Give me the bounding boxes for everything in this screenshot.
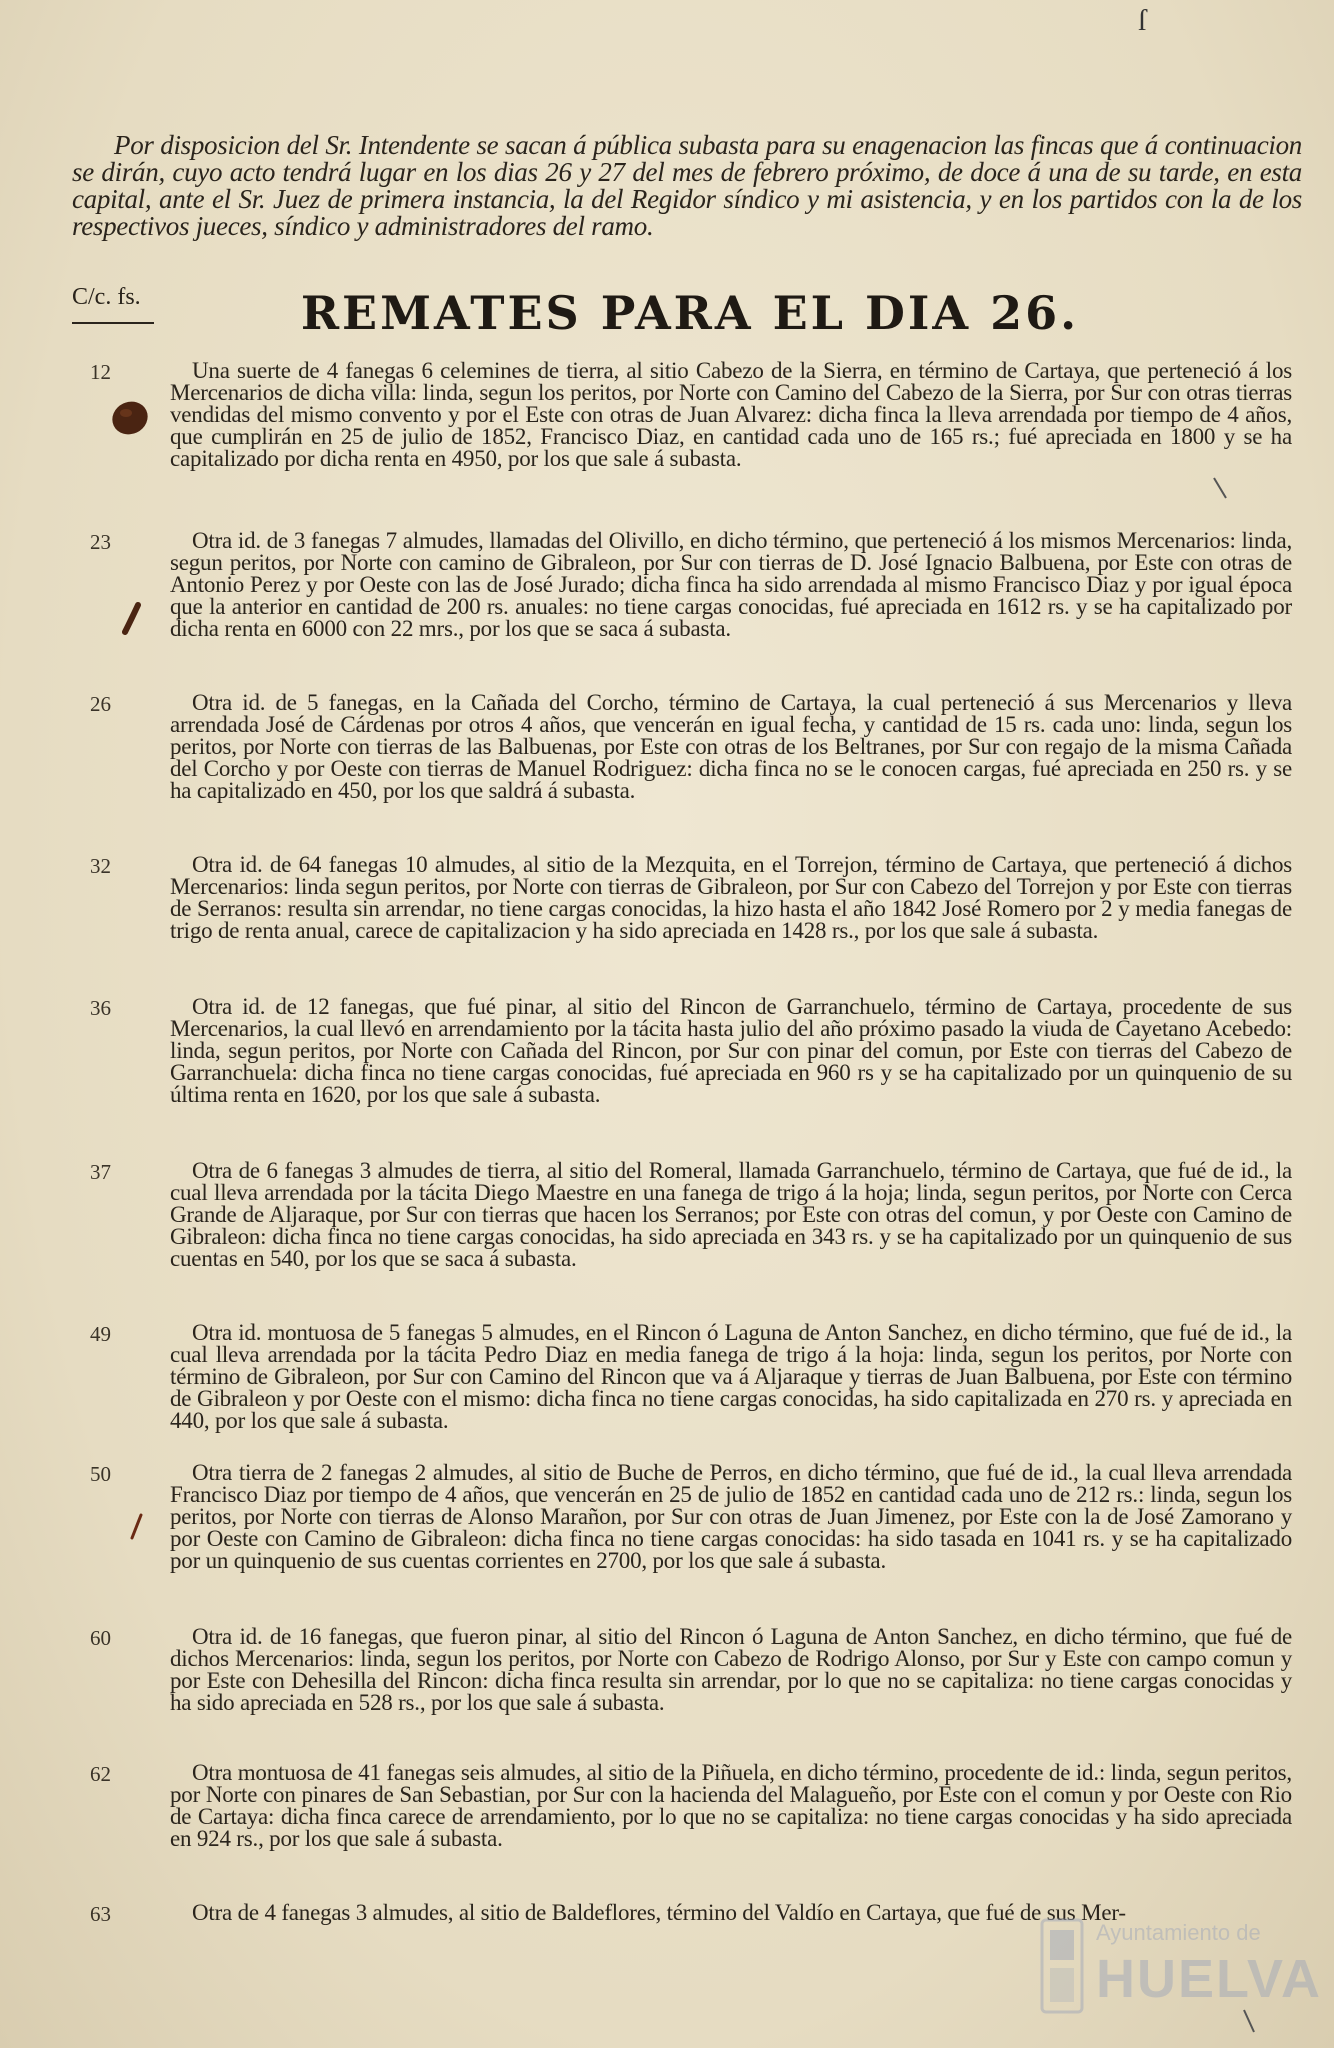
entry-number: 62 [90, 1762, 111, 1786]
entry [90, 994, 1292, 1107]
entry-text: Otra id. de 3 fanegas 7 almudes, llamadas del Olivillo, en dicho término, que perteneció á los mismos Mercenarios: linda, segun peritos, por Norte con camino de Gibraleon, por Sur con tierras de D. José Ignacio Balbuena, por Este con otras de Antonio Perez y por Oeste con las de José Jurado; dicha finca ha sido arrendada al mismo Francisco Diaz y por igual época que la anterior en cantidad de 200 rs. anuales: no tiene cargas conocidas, fué apreciada en 1612 rs. y se ha capitalizado por dicha renta en 6000 con 22 mrs., por los que se saca á subasta. [170, 528, 1292, 641]
entry-text: Otra id. de 5 fanegas, en la Cañada del Corcho, término de Cartaya, la cual perteneció á sus Mercenarios y lleva arrendada José de Cárdenas por otros 4 años, que vencerán en igual fecha, y cantidad de 15 rs. cada uno: linda, segun los peritos, por Norte con tierras de las Balbuenas, por Este con otras de los Beltranes, por Sur con regajo de la misma Cañada del Corcho y por Oeste con tierras de Manuel Rodriguez: dicha finca no se le conocen cargas, fué apreciada en 250 rs. y se ha capitalizado en 450, por los que saldrá á subasta. [170, 690, 1292, 803]
entry-text: Una suerte de 4 fanegas 6 celemines de tierra, al sitio Cabezo de la Sierra, en término de Cartaya, que perteneció á los Mercenarios de dicha villa: linda, segun los peritos, por Norte con Camino del Cabezo de la Sierra, por Sur con otras tierras vendidas del mismo convento y por el Este con otras de Juan Alvarez: dicha finca la lleva arrendada por tiempo de 4 años, que cumplirán en 25 de julio de 1852, Francisco Diaz, en cantidad cada uno de 165 rs.; fué apreciada en 1800 y se ha capitalizado por dicha renta en 4950, por los que sale á subasta. [170, 358, 1292, 471]
entry [90, 1158, 1292, 1271]
entry-number: 60 [90, 1626, 111, 1650]
entry [90, 690, 1292, 803]
pencil-mark-icon [1210, 474, 1232, 504]
section-heading: REMATES PARA EL DIA 26. [300, 286, 1080, 340]
entry-number: 32 [90, 854, 111, 878]
ink-stroke-icon [126, 1512, 146, 1542]
watermark [1038, 1912, 1322, 2032]
entry-number: 23 [90, 530, 111, 554]
entry-number: 49 [90, 1322, 111, 1346]
entry-number: 26 [90, 692, 111, 716]
column-header: C/c. fs. [72, 284, 141, 310]
entry [90, 1624, 1292, 1715]
ink-stroke-icon [120, 602, 144, 636]
entry-number: 36 [90, 996, 111, 1020]
entry-text: Otra id. de 16 fanegas, que fueron pinar, al sitio del Rincon ó Laguna de Anton Sanchez, en dicho término, que fué de dichos Mercenarios: linda, segun los peritos, por Norte con Cabezo de Rodrigo Alonso, por Sur y Este con campo comun y por Este con Dehesilla del Rincon: dicha finca resulta sin arrendar, por lo que no se capitaliza: no tiene cargas conocidas y ha sido apreciada en 528 rs., por los que sale á subasta. [170, 1624, 1292, 1715]
wax-stain-icon [108, 398, 152, 438]
entry [90, 358, 1292, 471]
entry [90, 528, 1292, 641]
entry-text: Otra id. de 12 fanegas, que fué pinar, al sitio del Rincon de Garranchuelo, término de Cartaya, procedente de sus Mercenarios, la cual llevó en arrendamiento por la tácita hasta julio del año próximo pasado la viuda de Cayetano Acebedo: linda, segun peritos, por Norte con Cañada del Rincon, por Sur con pinar del comun, por Este con tierras del Cabezo de Garranchuela: dicha finca no tiene cargas conocidas, fué apreciada en 960 rs y se ha capitalizado por un quinquenio de su última renta en 1620, por los que sale á subasta. [170, 994, 1292, 1107]
entry-number: 12 [90, 360, 111, 384]
entry-number: 50 [90, 1462, 111, 1486]
intro-paragraph: Por disposicion del Sr. Intendente se sacan á pública subasta para su enagenacion las fincas que á continuacion se dirán, cuyo acto tendrá lugar en los dias 26 y 27 del mes de febrero próximo, de doce á una de su tarde, en esta capital, ante el Sr. Juez de primera instancia, la del Regidor síndico y mi asistencia, y en los partidos con la de los respectivos jueces, síndico y administradores del ramo. [72, 130, 1302, 241]
entry-number: 37 [90, 1160, 111, 1184]
entry-text: Otra montuosa de 41 fanegas seis almudes, al sitio de la Piñuela, en dicho término, procedente de id.: linda, segun peritos, por Norte con pinares de San Sebastian, por Sur con la hacienda del Malagueño, por Este con el comun y por Oeste con Rio de Cartaya: dicha finca carece de arrendamiento, por lo que no se capitaliza: no tiene cargas conocidas y ha sido apreciada en 924 rs., por los que sale á subasta. [170, 1760, 1292, 1851]
entry-text: Otra tierra de 2 fanegas 2 almudes, al sitio de Buche de Perros, en dicho término, que fué de id., la cual lleva arrendada Francisco Diaz por tiempo de 4 años, que vencerán en 25 de julio de 1852 en cantidad cada uno de 212 rs.: linda, segun los peritos, por Norte con tierras de Alonso Marañon, por Sur con otras de Juan Jimenez, por Este con la de José Zamorano y por Oeste con Camino de Gibraleon: dicha finca no tiene cargas conocidas: ha sido tasada en 1041 rs. y se ha capitalizado por un quinquenio de sus cuentas corrientes en 2700, por los que sale á subasta. [170, 1460, 1292, 1573]
watermark-line1: Ayuntamiento de [1096, 1920, 1261, 1945]
entry-text: Otra de 6 fanegas 3 almudes de tierra, al sitio del Romeral, llamada Garranchuelo, término de Cartaya, que fué de id., la cual lleva arrendada por la tácita Diego Maestre en una fanega de trigo á la hoja; linda, segun peritos, por Norte con Cerca Grande de Aljaraque, por Sur con tierras que hacen los Serranos; por Este con otras del comun, y por Oeste con Camino de Gibraleon: dicha finca no tiene cargas conocidas, ha sido apreciada en 343 rs. y se ha capitalizado por un quinquenio de sus cuentas en 540, por los que se saca á subasta. [170, 1158, 1292, 1271]
coat-of-arms-icon [1038, 1916, 1086, 2016]
entry [90, 1460, 1292, 1573]
watermark-line2: HUELVA [1096, 1949, 1322, 2009]
corner-mark: ſ [1138, 4, 1147, 37]
entry [90, 852, 1292, 943]
entry-text: Otra id. de 64 fanegas 10 almudes, al sitio de la Mezquita, en el Torrejon, término de Cartaya, que perteneció á dichos Mercenarios: linda segun peritos, por Norte con tierras de Gibraleon, por Sur con Cabezo del Torrejon y por Este con tierras de Serranos: resulta sin arrendar, no tiene cargas conocidas, la hizo hasta el año 1842 José Romero por 2 y media fanegas de trigo de renta anual, carece de capitalizacion y ha sido apreciada en 1428 rs., por los que sale á subasta. [170, 852, 1292, 943]
entry [90, 1760, 1292, 1851]
entry-number: 63 [90, 1902, 111, 1926]
entry [90, 1320, 1292, 1433]
entry-text: Otra de 4 fanegas 3 almudes, al sitio de Baldeflores, término del Valdío en Cartaya, que fué de sus Mer- [192, 1900, 1126, 1925]
entry-text: Otra id. montuosa de 5 fanegas 5 almudes, en el Rincon ó Laguna de Anton Sanchez, en dicho término, que fué de id., la cual lleva arrendada por la tácita Pedro Diaz en media fanega de trigo á la hoja: linda, segun los peritos, por Norte con término de Gibraleon, por Sur con Camino del Rincon que va á Aljaraque y tierras de Juan Balbuena, por Este con término de Gibraleon y por Oeste con el mismo: dicha finca no tiene cargas conocidas, ha sido capitalizada en 270 rs. y apreciada en 440, por los que sale á subasta. [170, 1320, 1292, 1433]
